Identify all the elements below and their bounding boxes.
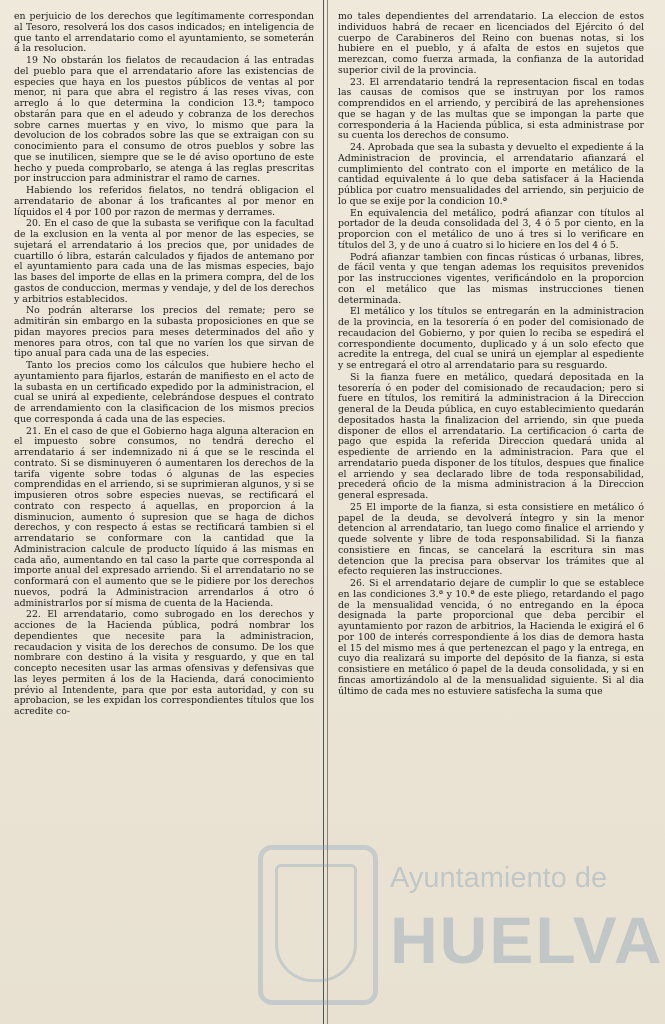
paragraph: Podrá afianzar tambien con fincas rústicas ó urbanas, libres, de fácil venta y que tengan ademas los requisitos prevenidos por las instrucciones vigentes, verificándolo en la proporcion con el metálico que las mismas instrucciones tienen determinada.: [338, 251, 644, 306]
paragraph: 22. El arrendatario, como subrogado en los derechos y acciones de la Hacienda pública, podrá nombrar los dependientes que necesite para la administracion, recaudacion y visita de los derechos de consumo. De los que nombrare con destino á la visita y resguardo, y que en tal concepto necesiten usar las armas ofensivas y defensivas que las leyes permiten á los de la Hacienda, dará conocimiento prévio al Intendente, para que por esta autoridad, y con su aprobacion, se les expidan los correspondientes títulos que los acredite co-: [14, 609, 314, 717]
paragraph: 19 No obstarán los fielatos de recaudacion á las entradas del pueblo para que el arrendatario afore las existencias de especies que haya en los puestos públicos de ventas al por menor, ni para que abra el registro á las reses vivas, con arreglo á lo que determina la condicion 13.ª; tampoco obstarán para que en el adeudo y cobranza de los derechos sobre carnes muertas y en vivo, lo mismo que para la devolucion de los cobrados sobre las que se extraigan con su conocimiento para el consumo de otros pueblos y sobre las que se inutilicen, siempre que se le dé aviso oportuno de este hecho y pueda comprobarlo, se atenga á las reglas prescritas por instruccion para administrar el ramo de carnes.: [14, 55, 314, 185]
column-divider: [327, 0, 328, 1024]
right-column: [338, 12, 644, 698]
paragraph: En equivalencia del metálico, podrá afianzar con títulos al portador de la deuda consolidada del 3, 4 ó 5 por ciento, en la proporcion con el metálico de uno á tres si lo verificare en títulos del 3, y de uno á cuatro si lo hiciere en los del 4 ó 5.: [338, 207, 644, 251]
paragraph: Si la fianza fuere en metálico, quedará depositada en la tesorería ó en poder del comisionado de recaudacion; pero si fuere en títulos, los remitirá la administracion á la Direccion general de la Deuda pública, en cuyo establecimiento quedarán depositados hasta la finalizacion del arriendo, sin que pueda disponer de ellos el arrendatario. La certificacion ó carta de pago que espida la referida Direccion quedará unida al espediente de arriendo en la administracion. Para que el arrendatario pueda disponer de los títulos, despues que finalice el arriendo y sea declarado libre de toda responsabilidad, precederá oficio de la misma administracion á la Direccion general espresada.: [338, 371, 644, 501]
paragraph: mo tales dependientes del arrendatario. La eleccion de estos individuos habrá de recaer en licenciados del Ejército ó del cuerpo de Carabineros del Reino con buenas notas, si los hubiere en el pueblo, y á afalta de estos en sujetos que merezcan, como fuerza armada, la confianza de la autoridad superior civil de la provincia.: [338, 11, 644, 76]
paragraph: 23. El arrendatario tendrá la representacion fiscal en todas las causas de comisos que se instruyan por los ramos comprendidos en el arriendo, y percibirá de las aprehensiones que se hagan y de las multas que se impongan la parte que corresponderia á la Hacienda pública, si esta administrase por su cuenta los derechos de consumo.: [338, 76, 644, 142]
paragraph: 26. Si el arrendatario dejare de cumplir lo que se establece en las condiciones 3.ª y 10.ª de este pliego, retardando el pago de la mensualidad vencida, ó no entregando en la época designada la parte proporcional que deba percibir el ayuntamiento por razon de arbitrios, la Hacienda le exigirá el 6 por 100 de interés correspondiente á los dias de demora hasta el 15 del mismo mes á que pertenezcan el pago y la entrega, en cuyo dia realizará su importe del depósito de la fianza, si esta consistiere en metálico ó papel de la deuda consolidada, y si en fincas amortizándolo al de la mensualidad siguiente. Si al dia último de cada mes no estuviere satisfecha la suma que: [338, 578, 644, 697]
paragraph: 21. En el caso de que el Gobierno haga alguna alteracion en el impuesto sobre consumos, no tendrá derecho el arrendatario á ser indemnizado ni á que se le rescinda el contrato. Si se disminuyeren ó aumentaren los derechos de la tarifa vigente sobre todas ó algunas de las especies comprendidas en el arriendo, si se suprimieran algunos, y si se impusieren otros sobre especies nuevas, se rectificará el contrato con respecto á aquellas, en proporcion á la disminucion, aumento ó supresion que se haga de dichos derechos, y con respecto á estas se rectificará tambien si el arrendatario se conformare con la cantidad que la Administracion calcule de producto líquido á las mismas en cada año, aumentando en tal caso la parte que corresponda al importe anual del expresado arriendo. Si el arrendatario no se conformará con el aumento que se le pidiere por los derechos nuevos, podrá la Administracion arrendarlos á otro ó administrarlos por sí misma de cuenta de la Hacienda.: [14, 425, 314, 609]
paragraph: 20. En el caso de que la subasta se verifique con la facultad de la exclusion en la venta al por menor de las especies, se sujetará el arrendatario á los precios que, por unidades de cuartillo ó libra, estarán calculados y fijados de antemano por el ayuntamiento para cada una de las mismas especies, bajo las bases del importe de ellas en la primera compra, del de los gastos de conduccion, mermas y vendaje, y del de los derechos y arbitrios establecidos.: [14, 218, 314, 305]
paragraph: 25 El importe de la fianza, si esta consistiere en metálico ó papel de la deuda, se devolverá íntegro y sin la menor detencion al arrendatario, tan luego como finalice el arriendo y quede solvente y libre de toda responsabilidad. Si la fianza consistiere en fincas, se cancelará la escritura sin mas detencion que la precisa para observar los trámites que al efecto requieren las instrucciones.: [338, 501, 644, 578]
left-column: [14, 12, 314, 719]
column-divider: [323, 0, 324, 1024]
city-seal-icon: [258, 845, 378, 1005]
paragraph: 24. Aprobada que sea la subasta y devuelto el expediente á la Administracion de provincia, el arrendatario afianzará el cumplimiento del contrato con el importe en metálico de la cantidad equivalente á lo que deba satisfacer á la Hacienda pública por cuatro mensualidades del arriendo, sin perjuicio de lo que se exije por la condicion 10.ª: [338, 142, 644, 207]
paragraph: en perjuicio de los derechos que legítimamente correspondan al Tesoro, resolverá los dos casos indicados; en inteligencia de que tanto el arrendatario como el ayuntamiento, se someterán á la resolucion.: [14, 11, 314, 55]
paragraph: El metálico y los títulos se entregarán en la administracion de la provincia, en la tesorería ó en poder del comisionado de recaudacion del Gobierno, y por quien lo reciba se espedirá el correspondiente documento, duplicado y á un solo efecto que acredite la entrega, del cual se unirá un ejemplar al espediente y se entregará el otro al arrendatario para su resguardo.: [338, 306, 644, 371]
paragraph: Tanto los precios como los cálculos que hubiere hecho el ayuntamiento para fijarlos, estarán de manifiesto en el acto de la subasta en un certificado expedido por la administracion, el cual se unirá al expediente, celebrándose despues el contrato de arrendamiento con la clasificacion de los mismos precios que corresponda á cada una de las especies.: [14, 360, 314, 425]
paragraph: No podrán alterarse los precios del remate; pero se admitirán sin embargo en la subasta proposiciones en que se pidan mayores precios para meses determinados del año y menores para otros, con tal que no varíen los que sirvan de tipo anual para cada una de las especies.: [14, 305, 314, 360]
paragraph: Habiendo los referidos fielatos, no tendrá obligacion el arrendatario de abonar á los traficantes al por menor en líquidos el 4 por 100 por razon de mermas y derrames.: [14, 185, 314, 218]
watermark: [240, 840, 664, 1015]
watermark-line2: HUELVA: [390, 903, 664, 977]
watermark-line1: Ayuntamiento de: [390, 862, 608, 894]
